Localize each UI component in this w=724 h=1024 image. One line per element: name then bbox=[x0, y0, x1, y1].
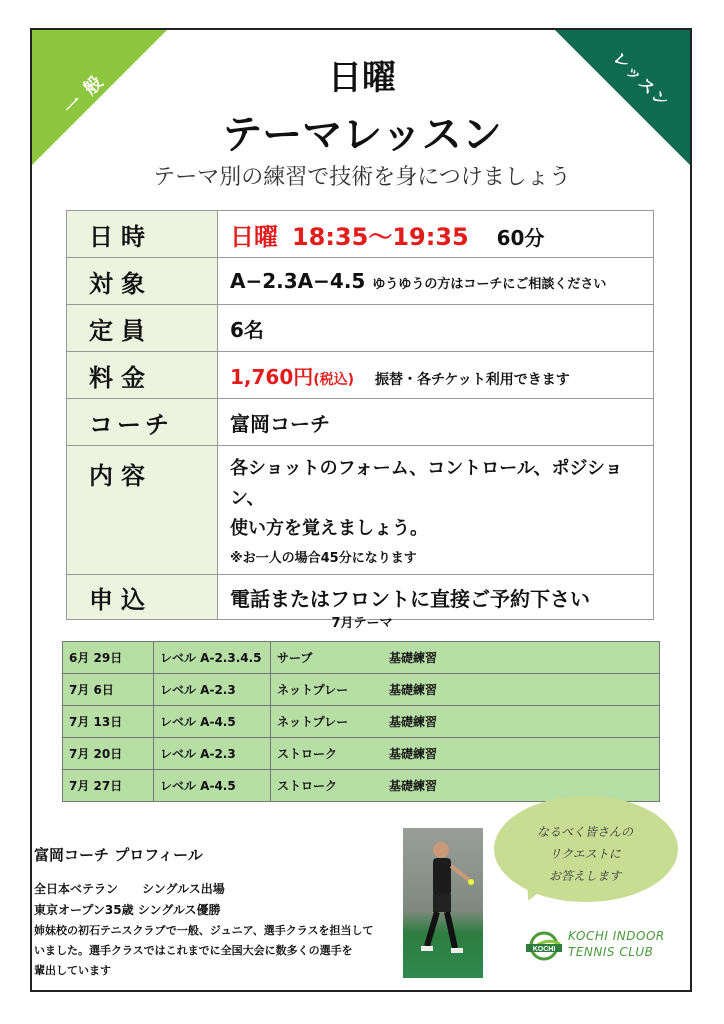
table-row bbox=[63, 674, 660, 706]
date-value bbox=[218, 211, 654, 258]
schedule-level: レベル A-2.3 bbox=[154, 738, 271, 770]
schedule-date: 7月 27日 bbox=[63, 770, 154, 802]
club-name-line: KOCHI INDOOR bbox=[568, 929, 665, 943]
schedule-type: 基礎練習 bbox=[389, 779, 438, 793]
date-time: 18:35〜19:35 bbox=[291, 222, 469, 251]
title-main: テーマレッスン bbox=[222, 112, 502, 158]
subtitle: テーマ別の練習で技術を身につけましょう bbox=[153, 165, 571, 190]
schedule-date: 6月 29日 bbox=[63, 642, 154, 674]
schedule-type: 基礎練習 bbox=[389, 651, 438, 665]
schedule-date: 7月 20日 bbox=[63, 738, 154, 770]
schedule-theme-name: ネットプレー bbox=[277, 715, 349, 729]
target-note: ゆうゆうの方はコーチにご相談ください bbox=[372, 277, 607, 292]
club-name bbox=[568, 928, 665, 960]
schedule-theme bbox=[271, 738, 660, 770]
info-row-date bbox=[67, 211, 654, 258]
schedule-type: 基礎練習 bbox=[389, 747, 438, 761]
apply-value: 電話またはフロントに直接ご予約下さい bbox=[218, 575, 654, 620]
info-row-coach bbox=[67, 399, 654, 446]
apply-label: 申込 bbox=[67, 575, 218, 620]
schedule-date: 7月 6日 bbox=[63, 674, 154, 706]
target-value bbox=[218, 258, 654, 305]
corner-label-lesson: レッスン bbox=[609, 48, 674, 113]
schedule-level: レベル A-2.3.4.5 bbox=[154, 642, 271, 674]
logo-badge-text: KOCHI bbox=[532, 946, 556, 953]
fee-amount: 1,760円 bbox=[230, 364, 314, 389]
schedule-date: 7月 13日 bbox=[63, 706, 154, 738]
coach-profile bbox=[34, 844, 394, 981]
info-row-fee bbox=[67, 352, 654, 399]
club-name-line: TENNIS CLUB bbox=[568, 945, 654, 959]
target-levels: A−2.3A−4.5 bbox=[230, 269, 366, 293]
info-row-capacity bbox=[67, 305, 654, 352]
profile-text: 姉妹校の初石テニスクラブで一般、ジュニア、選手クラスを担当して bbox=[34, 924, 374, 937]
profile-title: 富岡コーチ プロフィール bbox=[34, 846, 203, 864]
coach-photo-figure bbox=[403, 828, 483, 978]
content-value bbox=[218, 446, 654, 575]
bubble-line: お答えします bbox=[548, 869, 621, 883]
lesson-info-table bbox=[66, 210, 654, 620]
date-label: 日時 bbox=[67, 211, 218, 258]
schedule-theme bbox=[271, 642, 660, 674]
profile-text: いました。選手クラスではこれまでに全国大会に数多くの選手を bbox=[34, 944, 353, 957]
target-label: 対象 bbox=[67, 258, 218, 305]
fee-tax: (税込) bbox=[313, 371, 355, 388]
capacity-label: 定員 bbox=[67, 305, 218, 352]
coach-value: 富岡コーチ bbox=[218, 399, 654, 446]
info-row-content bbox=[67, 446, 654, 575]
bubble-line: なるべく皆さんの bbox=[536, 825, 633, 839]
schedule-level: レベル A-2.3 bbox=[154, 674, 271, 706]
fee-label: 料金 bbox=[67, 352, 218, 399]
schedule-theme bbox=[271, 706, 660, 738]
schedule-title: 7月テーマ bbox=[331, 616, 393, 631]
profile-line: 東京オープン35歳 シングルス優勝 bbox=[34, 903, 221, 917]
capacity-value: 6名 bbox=[218, 305, 654, 352]
profile-text: 輩出しています bbox=[34, 964, 111, 977]
schedule-table bbox=[62, 641, 660, 802]
schedule-theme-name: サーブ bbox=[277, 651, 313, 665]
content-note: ※お一人の場合45分になります bbox=[230, 551, 417, 566]
speech-bubble-text bbox=[510, 821, 660, 887]
title-day: 日曜 bbox=[328, 58, 396, 98]
schedule-theme-name: ストローク bbox=[277, 779, 338, 793]
fee-note: 振替・各チケット利用できます bbox=[374, 371, 570, 388]
schedule-level: レベル A-4.5 bbox=[154, 706, 271, 738]
table-row bbox=[63, 642, 660, 674]
profile-line: 全日本ベテラン シングルス出場 bbox=[34, 882, 225, 896]
content-line2: 使い方を覚えましょう。 bbox=[230, 518, 428, 539]
date-duration: 60分 bbox=[496, 225, 545, 250]
content-line1: 各ショットのフォーム、コントロール、ポジション、 bbox=[230, 458, 623, 509]
fee-value bbox=[218, 352, 654, 399]
schedule-level: レベル A-4.5 bbox=[154, 770, 271, 802]
corner-label-general: 一般 bbox=[59, 64, 115, 120]
schedule-type: 基礎練習 bbox=[389, 683, 438, 697]
table-row bbox=[63, 706, 660, 738]
info-row-target bbox=[67, 258, 654, 305]
table-row bbox=[63, 738, 660, 770]
schedule-theme-name: ネットプレー bbox=[277, 683, 349, 697]
content-label: 内容 bbox=[67, 446, 218, 575]
date-day: 日曜 bbox=[230, 222, 278, 251]
schedule-theme-name: ストローク bbox=[277, 747, 338, 761]
schedule-theme bbox=[271, 674, 660, 706]
schedule-type: 基礎練習 bbox=[389, 715, 438, 729]
bubble-line: リクエストに bbox=[549, 847, 621, 861]
coach-photo bbox=[403, 828, 483, 978]
coach-label: コーチ bbox=[67, 399, 218, 446]
